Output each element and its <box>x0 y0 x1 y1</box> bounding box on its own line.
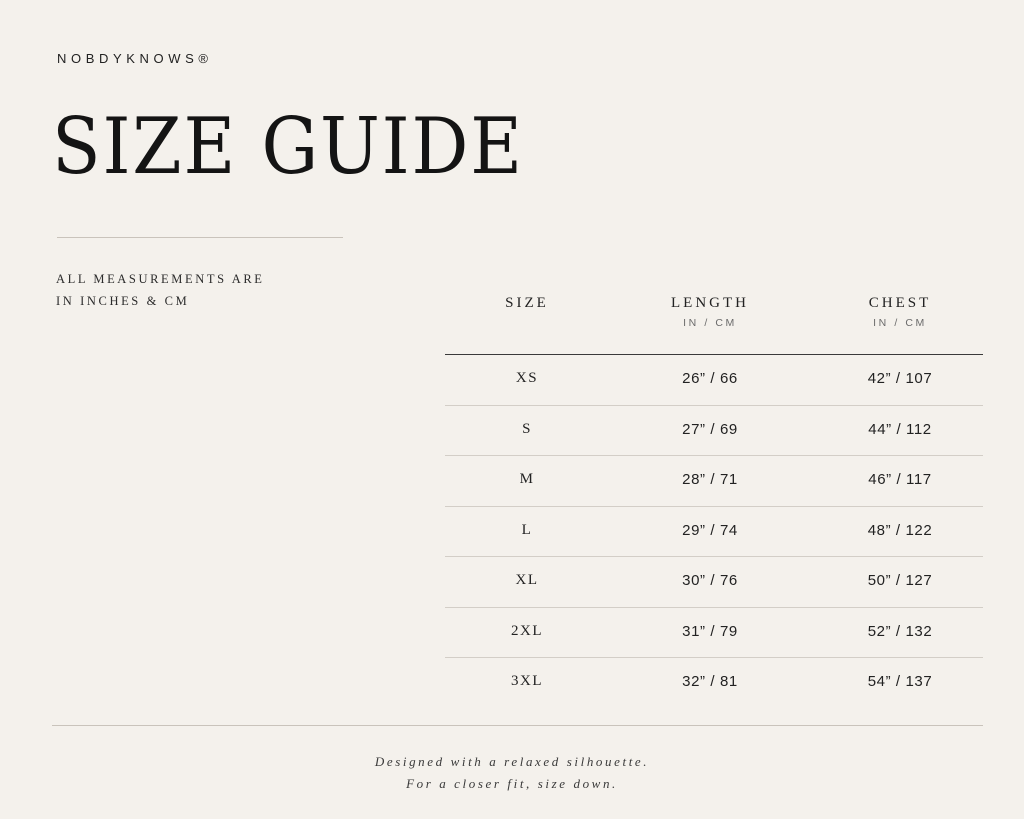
length-cell: 28” / 71 <box>682 471 738 488</box>
header-size <box>437 295 617 312</box>
table-row <box>445 608 983 659</box>
table-row <box>445 355 983 406</box>
table-header <box>445 290 983 355</box>
table-row <box>445 658 983 708</box>
measurement-note <box>56 268 265 312</box>
chest-cell: 54” / 137 <box>867 673 933 690</box>
header-length-label: LENGTH <box>671 295 749 311</box>
header-chest <box>810 295 990 329</box>
size-cell: S <box>522 420 532 437</box>
header-chest-label: CHEST <box>868 295 932 311</box>
length-cell: 31” / 79 <box>682 622 738 640</box>
header-chest-unit: IN / CM <box>873 317 927 329</box>
table-row <box>445 406 983 457</box>
length-cell: 30” / 76 <box>682 572 738 589</box>
length-cell: 26” / 66 <box>682 370 738 387</box>
chest-cell: 44” / 112 <box>868 420 932 438</box>
table-row <box>445 456 983 507</box>
table-row <box>445 507 983 558</box>
chest-cell: 52” / 132 <box>867 622 933 640</box>
size-cell: L <box>521 521 533 538</box>
header-size-label: SIZE <box>505 295 549 311</box>
size-table <box>445 290 983 708</box>
fit-note <box>0 751 1024 795</box>
chest-cell: 50” / 127 <box>867 572 933 589</box>
length-cell: 32” / 81 <box>682 673 738 690</box>
size-cell: 2XL <box>511 622 543 639</box>
table-row <box>445 557 983 608</box>
size-cell: 3XL <box>511 673 543 689</box>
header-length-unit: IN / CM <box>683 317 737 329</box>
title-divider <box>57 237 343 238</box>
fit-note-line-1: Designed with a relaxed silhouette. <box>374 754 650 769</box>
size-cell: XL <box>515 572 539 588</box>
size-cell: XS <box>515 370 539 386</box>
length-cell: 29” / 74 <box>682 521 738 539</box>
header-length <box>620 295 800 329</box>
length-cell: 27” / 69 <box>682 420 738 438</box>
brand-logo: NOBDYKNOWS® <box>57 51 213 66</box>
page-title: SIZE GUIDE <box>52 102 524 192</box>
fit-note-line-2: For a closer fit, size down. <box>406 776 618 791</box>
size-cell: M <box>519 471 535 487</box>
chest-cell: 46” / 117 <box>868 471 932 488</box>
footer-divider <box>52 725 983 726</box>
measurement-note-line-1: ALL MEASUREMENTS ARE <box>56 272 265 286</box>
chest-cell: 42” / 107 <box>867 370 933 387</box>
measurement-note-line-2: IN INCHES & CM <box>56 294 190 308</box>
chest-cell: 48” / 122 <box>867 521 933 539</box>
